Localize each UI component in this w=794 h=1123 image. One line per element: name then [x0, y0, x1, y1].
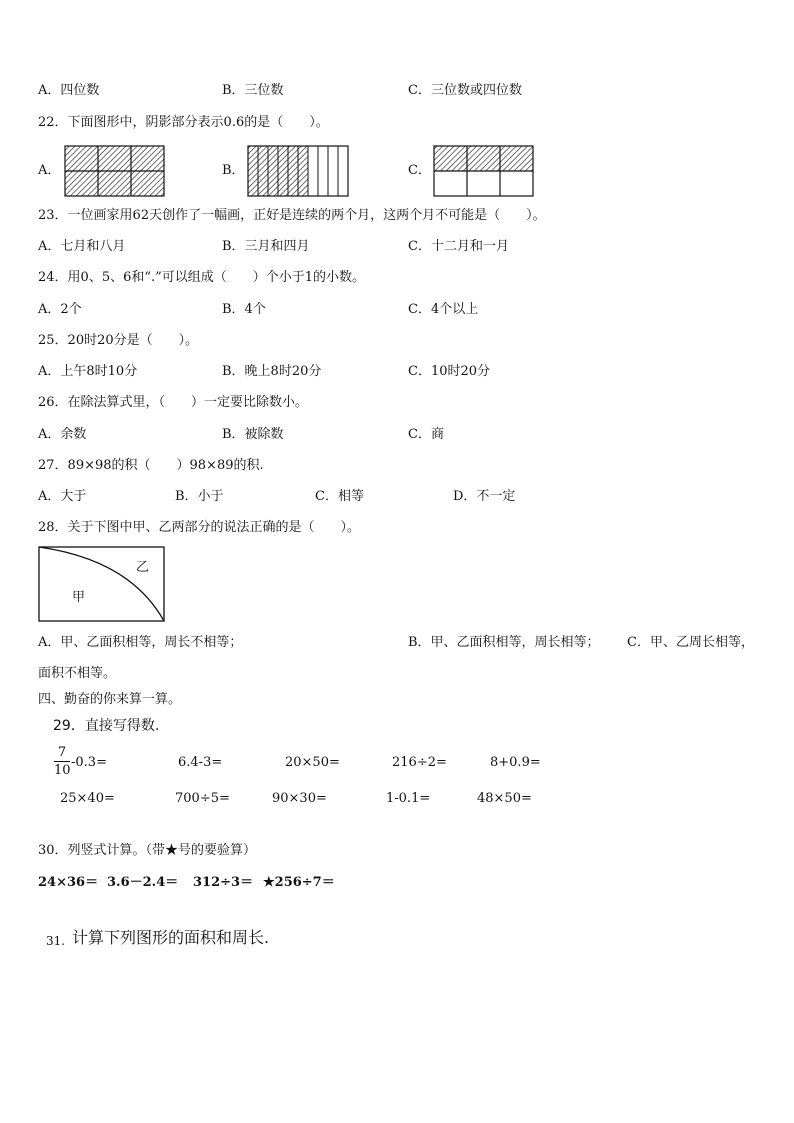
q30-item: ★256÷7＝	[263, 875, 335, 890]
q25-stem: 25．20时20分是（ ）。	[38, 333, 199, 348]
q23-option-c: C．十二月和一月	[408, 239, 509, 254]
q31-stem: 计算下列图形的面积和周长.	[72, 928, 270, 947]
q22-option-b: B．	[222, 163, 245, 178]
q26-stem: 26．在除法算式里，（ ）一定要比除数小。	[38, 395, 309, 410]
q25-option-b: B．晚上8时20分	[222, 364, 322, 379]
q22-figure-c	[434, 146, 533, 196]
q29-fraction	[54, 745, 70, 778]
q21-option-b: B．三位数	[222, 83, 284, 98]
q28-label-jia: 甲	[72, 590, 86, 605]
q29-row2-item: 1-0.1=	[386, 791, 431, 806]
q27-option-a: A．大于	[38, 489, 87, 504]
q22-figure-a	[65, 146, 164, 196]
q28-option-b: B．甲、乙面积相等，周长相等；	[408, 635, 600, 650]
q29-row2-item: 25×40=	[60, 791, 115, 806]
q27-stem: 27．89×98的积（ ）98×89的积.	[38, 458, 264, 473]
q23-stem: 23．一位画家用62天创作了一幅画，正好是连续的两个月，这两个月不可能是（ ）。	[38, 208, 546, 223]
q29-row2-item: 700÷5=	[175, 791, 230, 806]
q29-stem: 29．直接写得数.	[53, 718, 160, 734]
q28-option-c-continued: 面积不相等。	[38, 666, 117, 681]
q29-fraction-denominator: 10	[54, 763, 71, 778]
q28-option-c: C．甲、乙周长相等，	[627, 635, 754, 650]
q29-row1-item: 6.4-3=	[178, 755, 223, 770]
section-4-heading: 四、勤奋的你来算一算。	[38, 692, 182, 707]
q22-option-c: C．	[408, 163, 431, 178]
q24-option-c: C．4个以上	[408, 302, 479, 317]
q26-option-c: C．商	[408, 427, 444, 442]
q29-row2-item: 90×30=	[272, 791, 327, 806]
q26-option-a: A．余数	[38, 427, 87, 442]
q28-stem: 28．关于下图中甲、乙两部分的说法正确的是（ ）。	[38, 520, 361, 535]
q21-option-a: A．四位数	[38, 83, 100, 98]
q31-number: 31.	[46, 934, 66, 948]
q30-item: 312÷3＝	[193, 875, 254, 890]
q21-option-c: C．三位数或四位数	[408, 83, 522, 98]
q30-item: 24×36＝	[38, 875, 99, 890]
q28-figure	[39, 547, 164, 621]
q29-row2-item: 48×50=	[477, 791, 532, 806]
fraction-bar	[54, 761, 70, 762]
q26-option-b: B．被除数	[222, 427, 284, 442]
q30-item: 3.6－2.4＝	[107, 875, 179, 890]
q22-figure-b	[248, 146, 348, 196]
q29-row1-item: 216÷2=	[392, 755, 447, 770]
q28-option-a: A．甲、乙面积相等，周长不相等；	[38, 635, 243, 650]
q24-option-a: A．2个	[38, 302, 82, 317]
q29-row1-item: 8+0.9=	[490, 755, 541, 770]
q27-option-c: C．相等	[315, 489, 364, 504]
q23-option-b: B．三月和四月	[222, 239, 310, 254]
q25-option-c: C．10时20分	[408, 364, 491, 379]
q25-option-a: A．上午8时10分	[38, 364, 138, 379]
q27-option-b: B．小于	[175, 489, 224, 504]
q29-item-1-rest: -0.3=	[71, 755, 107, 770]
q29-fraction-numerator: 7	[57, 745, 67, 760]
q23-option-a: A．七月和八月	[38, 239, 126, 254]
q27-option-d: D．不一定	[453, 489, 516, 504]
q22-option-a: A．	[38, 163, 61, 178]
q29-row1-item: 20×50=	[285, 755, 340, 770]
q24-stem: 24．用0、5、6和“.”可以组成（ ）个小于1的小数。	[38, 270, 366, 285]
q24-option-b: B．4个	[222, 302, 266, 317]
q28-label-yi: 乙	[136, 560, 150, 575]
q30-stem: 30．列竖式计算。（带★号的要验算）	[38, 843, 257, 858]
q22-stem: 22．下面图形中，阴影部分表示0.6的是（ ）。	[38, 115, 329, 130]
